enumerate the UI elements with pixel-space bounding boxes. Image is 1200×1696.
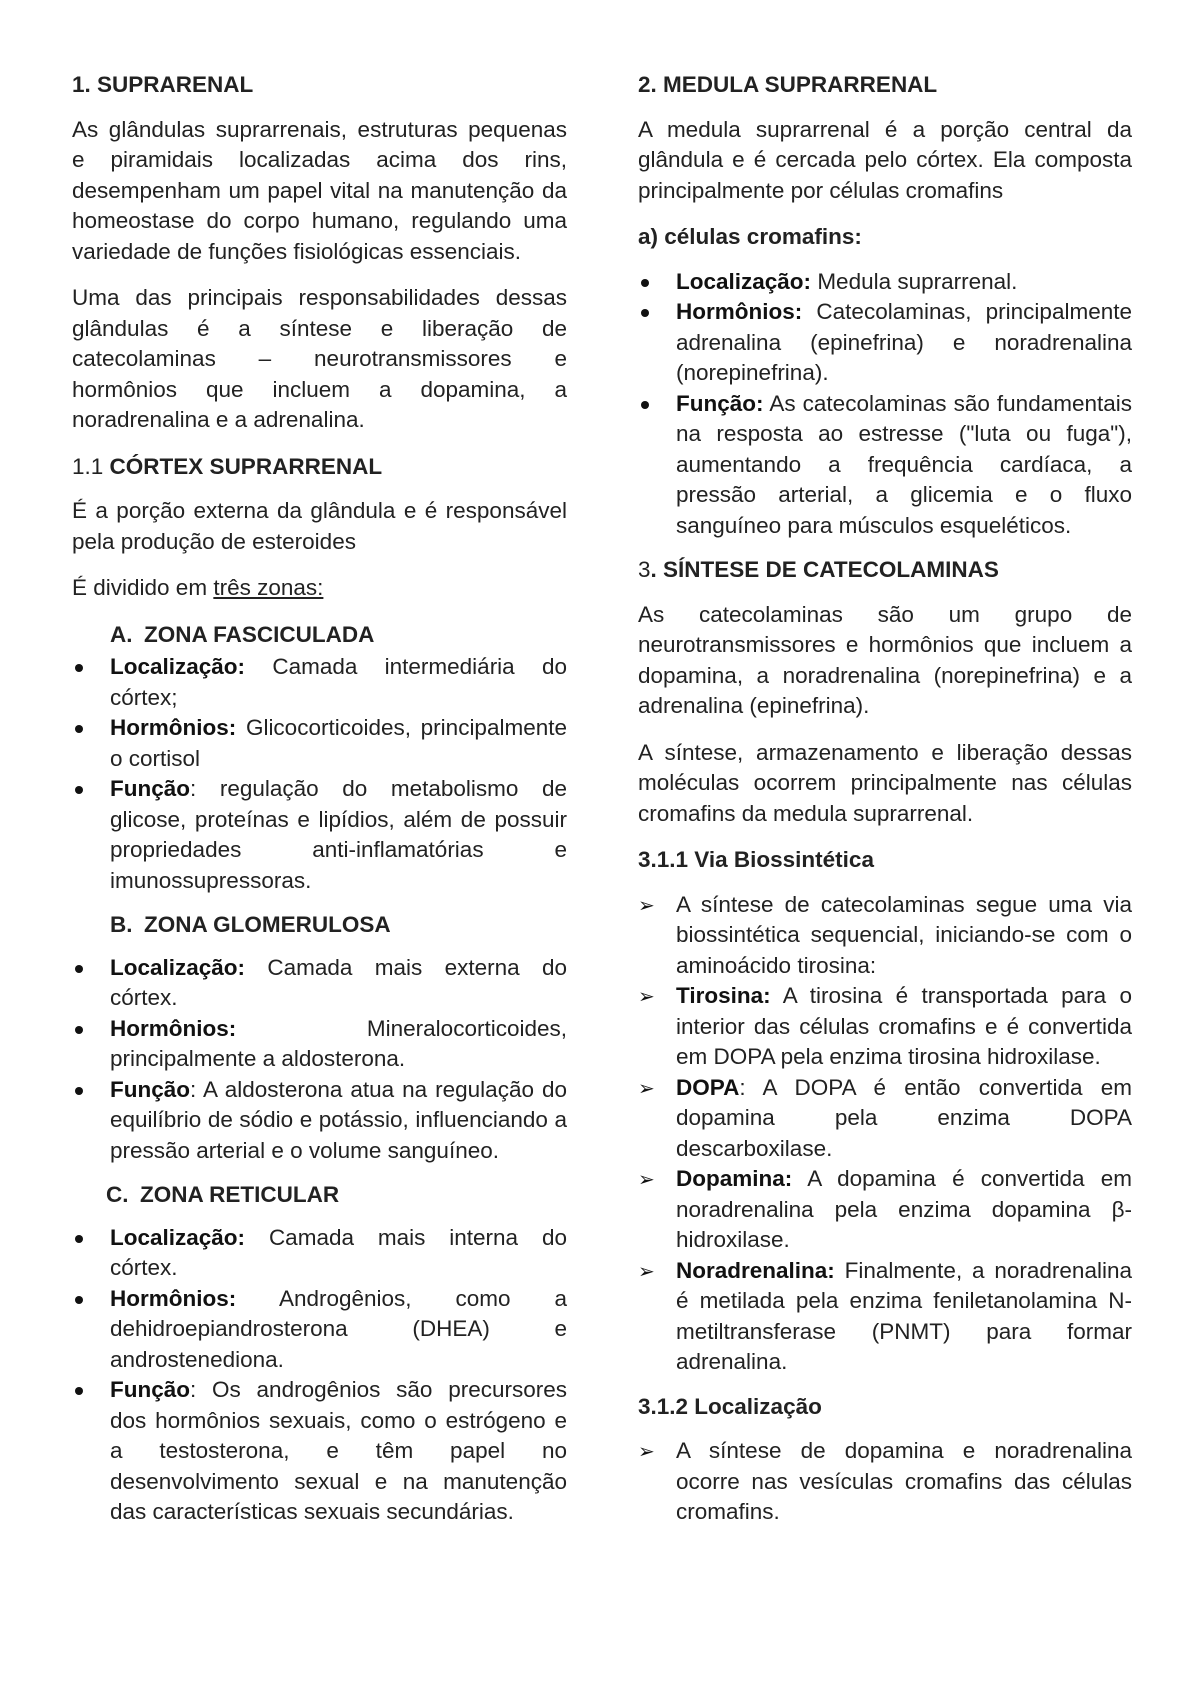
item-text: Mineralocorticoides, principalmente a aldosterona. [110, 1015, 567, 1071]
list-item [638, 389, 1132, 542]
list-item [638, 267, 1132, 298]
item-label: Noradrenalina: [676, 1257, 835, 1283]
list-item [638, 981, 1132, 1073]
item-text: Camada mais externa do córtex. [110, 954, 567, 1010]
zone-title [110, 910, 567, 941]
item-label: Localização: [676, 268, 812, 294]
list-item [72, 1223, 567, 1284]
location-list [638, 1436, 1132, 1528]
item-label: Localização: [110, 954, 246, 980]
zone-title [110, 620, 567, 651]
item-label: Função [110, 1076, 191, 1102]
list-item [72, 774, 567, 896]
paragraph-medula-intro: A medula suprarrenal é a porção central da glândula e é cercada pelo córtex. Ela composta principalmente por células cromafins [638, 116, 1132, 203]
section-title-medula: 2. MEDULA SUPRARRENAL [638, 72, 938, 97]
zone-items-list [72, 1223, 567, 1528]
list-item [638, 890, 1132, 982]
list-item [638, 1256, 1132, 1378]
zones-list [72, 620, 567, 1528]
section-title-synthesis [638, 555, 1132, 586]
biosynthetic-steps-list [638, 890, 1132, 1378]
item-text: A síntese de catecolaminas segue uma via biossintética sequencial, iniciando-se com o aminoácido tirosina: [676, 891, 1132, 978]
item-text: Camada intermediária do córtex; [110, 654, 567, 710]
list-item [72, 953, 567, 1014]
item-label: Dopamina: [676, 1166, 793, 1191]
zones-intro-text: É dividido em [72, 575, 208, 600]
item-label: Função: [676, 390, 764, 416]
item-text: A tirosina é transportada para o interior das células cromafins e é convertida em DOPA pela enzima tirosina hidroxilase. [676, 983, 1132, 1069]
item-text: : A aldosterona atua na regulação do equilíbrio de sódio e potássio, influenciando a pressão arterial e o volume sanguíneo. [110, 1076, 567, 1163]
list-item [72, 1375, 567, 1528]
list-item [638, 1073, 1132, 1165]
zone-letter: C. [106, 1182, 129, 1207]
list-item [638, 1436, 1132, 1528]
list-item [72, 1014, 567, 1075]
section-title-text: CÓRTEX SUPRARRENAL [109, 453, 383, 479]
item-text: Catecolaminas, principalmente adrenalina (epinefrina) e noradrenalina (norepinefrina). [676, 299, 1132, 385]
item-label: Função [110, 1377, 191, 1402]
section-number: 1.1 [72, 453, 104, 479]
zone-title [106, 1180, 567, 1211]
zone-letter: A. [110, 621, 133, 647]
paragraph-suprarenal-catecholamines: Uma das principais responsabilidades dessas glândulas é a síntese e liberação de catecolaminas – neurotransmissores e hormônios que incluem a dopamina, a noradrenalina e a adrenalina. [72, 285, 567, 432]
paragraph-cortex-zones [72, 573, 567, 604]
chromaffin-list [638, 267, 1132, 542]
item-text: A síntese de dopamina e noradrenalina ocorre nas vesículas cromafins das células cromafins. [676, 1438, 1132, 1524]
section-title-suprarenal: 1. SUPRARENAL [72, 72, 254, 97]
item-text: A dopamina é convertida em noradrenalina pela enzima dopamina β-hidroxilase. [676, 1166, 1132, 1252]
item-label: Tirosina: [676, 983, 771, 1008]
left-column [72, 70, 567, 1542]
item-text: Finalmente, a noradrenalina é metilada pela enzima feniletanolamina N-metiltransferase (PNMT) para formar adrenalina. [676, 1257, 1132, 1374]
section-title-cortex [72, 452, 567, 483]
paragraph-cortex-definition: É a porção externa da glândula e é responsável pela produção de esteroides [72, 498, 567, 554]
item-label: Localização: [110, 1224, 246, 1250]
list-item [72, 713, 567, 774]
item-text: As catecolaminas são fundamentais na resposta ao estresse ("luta ou fuga"), aumentando a frequência cardíaca, a pressão arterial, a glicemia e o fluxo sanguíneo para músculos esqueléticos. [676, 390, 1133, 538]
item-text: : A DOPA é então convertida em dopamina pela enzima DOPA descarboxilase. [676, 1074, 1132, 1161]
section-title-text: . SÍNTESE DE CATECOLAMINAS [650, 557, 999, 582]
item-text: Camada mais interna do córtex. [110, 1224, 567, 1280]
paragraph-synthesis-intro: As catecolaminas são um grupo de neurotransmissores e hormônios que incluem a dopamina, a noradrenalina (norepinefrina) e a adrenalina (epinefrina). [638, 601, 1132, 718]
item-label: Hormônios: [110, 1015, 237, 1041]
item-label: Localização: [110, 654, 246, 679]
item-label: Hormônios: [110, 1285, 237, 1311]
item-label: Função [110, 776, 191, 801]
item-text: Glicocorticoides, principalmente o cortisol [110, 715, 567, 771]
paragraph-synthesis-location: A síntese, armazenamento e liberação dessas moléculas ocorrem principalmente nas células cromafins da medula suprarrenal. [638, 739, 1132, 826]
list-item [72, 1284, 567, 1376]
zone-title-text: ZONA RETICULAR [140, 1182, 340, 1207]
subsection-title-location: 3.1.2 Localização [638, 1393, 822, 1419]
item-text: : regulação do metabolismo de glicose, proteínas e lipídios, além de possuir propriedades anti-inflamatórias e imunossupressoras. [110, 776, 567, 893]
item-label: DOPA [676, 1074, 740, 1100]
list-item [638, 1164, 1132, 1256]
zone-letter: B. [110, 912, 133, 937]
item-text: Medula suprarrenal. [817, 268, 1018, 294]
list-item [72, 652, 567, 713]
zone-items-list [72, 953, 567, 1167]
item-label: Hormônios: [110, 715, 237, 740]
subsection-title-chromaffin: a) células cromafins: [638, 224, 862, 249]
zone-title-text: ZONA GLOMERULOSA [144, 912, 391, 937]
zone-title-text: ZONA FASCICULADA [144, 621, 375, 647]
section-number: 3 [638, 557, 651, 582]
right-column [638, 70, 1132, 1542]
item-label: Hormônios: [676, 299, 803, 324]
list-item [72, 1075, 567, 1167]
subsection-title-biosynthetic: 3.1.1 Via Biossintética [638, 847, 874, 872]
zone-items-list [72, 652, 567, 896]
zones-intro-underlined: três zonas: [213, 575, 324, 600]
item-text: : Os androgênios são precursores dos hormônios sexuais, como o estrógeno e a testosterona, e têm papel no desenvolvimento sexual e na manutenção das características sexuais secundárias. [110, 1377, 567, 1524]
item-text: Androgênios, como a dehidroepiandrosterona (DHEA) e androstenediona. [110, 1285, 567, 1372]
paragraph-suprarenal-intro: As glândulas suprarrenais, estruturas pequenas e piramidais localizadas acima dos rins, desempenham um papel vital na manutenção da homeostase do corpo humano, regulando uma variedade de funções fisiológicas essenciais. [72, 116, 567, 264]
list-item [638, 297, 1132, 389]
